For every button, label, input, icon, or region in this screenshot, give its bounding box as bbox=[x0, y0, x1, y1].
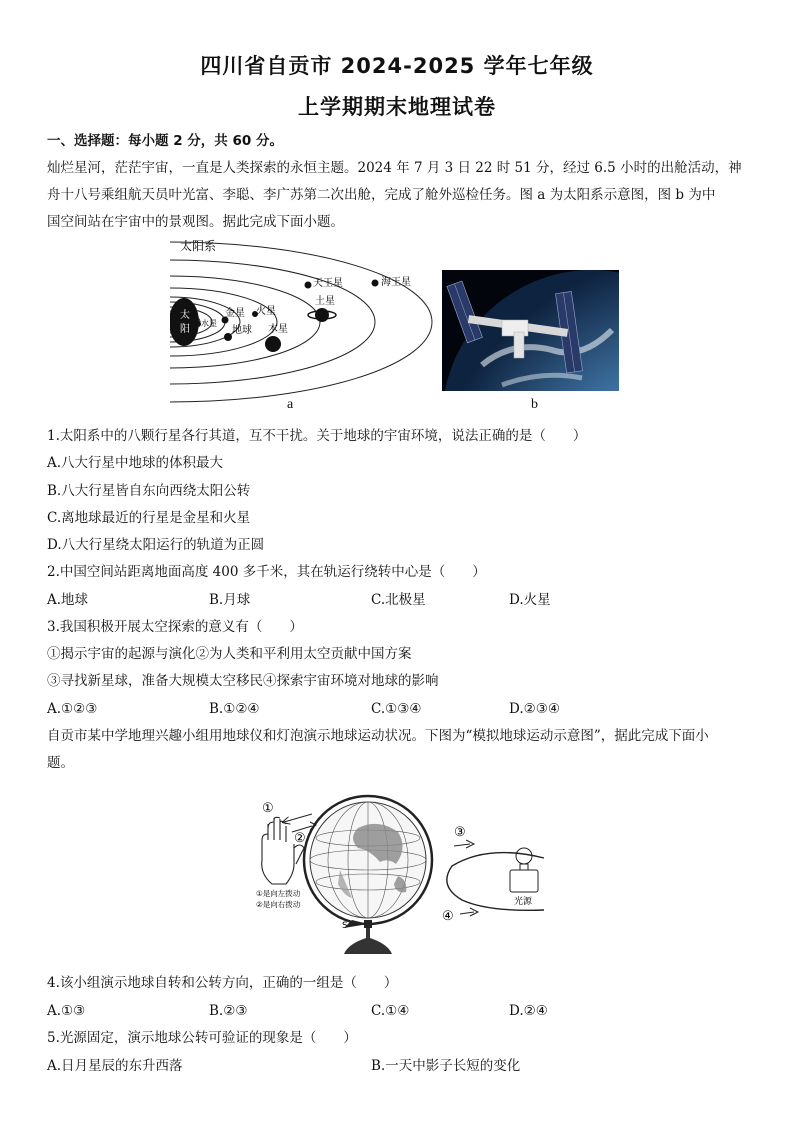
neptune-label: 海王星 bbox=[381, 277, 411, 288]
question-5-stem: 5.光源固定，演示地球公转可验证的现象是（ ） bbox=[47, 1030, 357, 1046]
uranus-dot bbox=[305, 282, 312, 289]
sun-label: 太 bbox=[180, 310, 190, 321]
question-1-option-d: D.八大行星绕太阳运行的轨道为正圆 bbox=[47, 537, 265, 553]
mark-3: ③ bbox=[454, 825, 466, 840]
question-4-option-b: B.②③ bbox=[209, 1003, 248, 1019]
question-4-option-a: A.①③ bbox=[47, 1003, 86, 1019]
question-3-stem: 3.我国积极开展太空探索的意义有（ ） bbox=[47, 619, 303, 635]
question-3-statements: ①揭示宇宙的起源与演化②为人类和平利用太空贡献中国方案 bbox=[47, 646, 412, 662]
question-2-option-a: A.地球 bbox=[47, 592, 89, 608]
intro-paragraph-line: 灿烂星河，茫茫宇宙，一直是人类探索的永恒主题。2024 年 7 月 3 日 22 时 51 分，经过 6.5 小时的出舱活动，神 bbox=[47, 160, 742, 176]
mark-2: ② bbox=[294, 831, 306, 846]
question-3-statements: ③寻找新星球，准备大规模太空移民④探索宇宙环境对地球的影响 bbox=[47, 673, 439, 689]
sun-shape bbox=[170, 298, 199, 346]
neptune-dot bbox=[372, 280, 379, 287]
question-2-option-b: B.月球 bbox=[209, 592, 251, 608]
saturn-dot bbox=[315, 308, 329, 322]
question-1-stem: 1.太阳系中的八颗行星各行其道，互不干扰。关于地球的宇宙环境，说法正确的是（ ） bbox=[47, 428, 587, 444]
space-station-photo bbox=[442, 270, 619, 391]
uranus-label: 天王星 bbox=[313, 278, 343, 289]
question-1-option-c: C.离地球最近的行星是金星和火星 bbox=[47, 510, 251, 526]
intro-paragraph-line: 舟十八号乘组航天员叶光富、李聪、李广苏第二次出舱，完成了舱外巡检任务。图 a 为太阳系示意图，图 b 为中 bbox=[47, 187, 716, 203]
question-2-option-d: D.火星 bbox=[509, 592, 551, 608]
intro-paragraph-line: 自贡市某中学地理兴趣小组用地球仪和灯泡演示地球运动状况。下图为“模拟地球运动示意图”，据此完成下面小 bbox=[47, 728, 709, 744]
mars-label: 火星 bbox=[256, 306, 276, 317]
question-2-stem: 2.中国空间站距离地面高度 400 多千米，其在轨运行绕转中心是（ ） bbox=[47, 564, 486, 580]
question-3-option-a: A.①②③ bbox=[47, 701, 98, 717]
mercury-label: 水星 bbox=[201, 319, 217, 328]
question-5-option-a: A.日月星辰的东升西落 bbox=[47, 1058, 183, 1074]
hand-icon bbox=[262, 817, 304, 884]
solar-system-title: 太阳系 bbox=[180, 239, 217, 253]
venus-label: 金星 bbox=[225, 308, 245, 319]
mark-4: ④ bbox=[442, 909, 454, 924]
exam-title-line1: 四川省自贡市 2024-2025 学年七年级 bbox=[200, 54, 594, 78]
mark-1: ① bbox=[262, 801, 274, 816]
question-2-option-c: C.北极星 bbox=[371, 592, 426, 608]
south-pole-label: S bbox=[342, 921, 348, 931]
globe-icon bbox=[304, 796, 432, 954]
legend-line-2: ②是向右拨动 bbox=[256, 900, 301, 909]
question-4-stem: 4.该小组演示地球自转和公转方向，正确的一组是（ ） bbox=[47, 975, 398, 991]
question-5-option-b: B.一天中影子长短的变化 bbox=[371, 1058, 521, 1074]
question-3-option-b: B.①②④ bbox=[209, 701, 260, 717]
question-1-option-b: B.八大行星皆自东向西绕太阳公转 bbox=[47, 483, 251, 499]
question-4-option-c: C.①④ bbox=[371, 1003, 410, 1019]
svg-text:阳: 阳 bbox=[180, 324, 190, 335]
light-source-label: 光源 bbox=[514, 897, 533, 907]
question-3-option-d: D.②③④ bbox=[509, 701, 560, 717]
section-heading: 一、选择题：每小题 2 分，共 60 分。 bbox=[47, 133, 283, 149]
intro-paragraph-line: 国空间站在宇宙中的景观图。据此完成下面小题。 bbox=[47, 214, 344, 230]
figure-b-caption: b bbox=[531, 397, 538, 412]
question-4-option-d: D.②④ bbox=[509, 1003, 548, 1019]
legend-line-1: ①是向左拨动 bbox=[256, 889, 301, 898]
solar-system-diagram bbox=[170, 236, 440, 404]
question-3-option-c: C.①③④ bbox=[371, 701, 422, 717]
jupiter-label: 木星 bbox=[268, 324, 288, 335]
globe-motion-diagram bbox=[248, 788, 566, 960]
figure-a-caption: a bbox=[287, 397, 294, 412]
intro-paragraph-line: 题。 bbox=[47, 755, 74, 771]
earth-dot bbox=[224, 333, 232, 341]
jupiter-dot bbox=[265, 336, 281, 352]
saturn-label: 土星 bbox=[315, 296, 335, 307]
question-1-option-a: A.八大行星中地球的体积最大 bbox=[47, 455, 224, 471]
earth-label: 地球 bbox=[232, 325, 252, 336]
exam-title-line2: 上学期期末地理试卷 bbox=[298, 95, 496, 119]
